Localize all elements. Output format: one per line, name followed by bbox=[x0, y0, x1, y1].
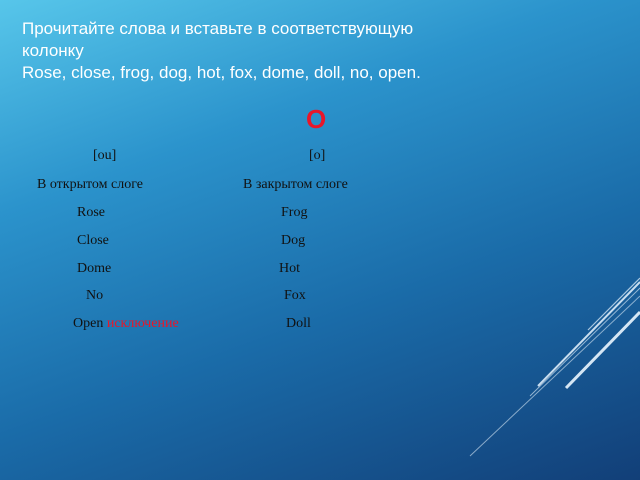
exception-note: исключение bbox=[106, 316, 179, 331]
left-word-4: No bbox=[86, 288, 104, 303]
right-word-3: Hot bbox=[279, 261, 300, 276]
left-column-subheader: В открытом слоге bbox=[37, 177, 143, 192]
right-word-4: Fox bbox=[284, 288, 306, 303]
instruction-text bbox=[22, 18, 522, 84]
instruction-line-2: колонку bbox=[22, 41, 84, 60]
left-word-2: Close bbox=[77, 233, 109, 248]
left-word-5: Open bbox=[73, 316, 104, 331]
instruction-line-1: Прочитайте слова и вставьте в соответствующую bbox=[22, 19, 414, 38]
left-word-1: Rose bbox=[77, 205, 105, 220]
left-column-header: [ou] bbox=[93, 148, 117, 163]
right-word-1: Frog bbox=[281, 205, 308, 220]
instruction-line-3: Rose, close, frog, dog, hot, fox, dome, doll, no, open. bbox=[22, 63, 421, 82]
left-word-5-row bbox=[73, 316, 179, 332]
right-word-2: Dog bbox=[281, 233, 306, 248]
left-word-3: Dome bbox=[77, 261, 112, 276]
right-column-header: [o] bbox=[309, 148, 326, 163]
right-word-5: Doll bbox=[286, 316, 311, 331]
right-column-subheader: В закрытом слоге bbox=[243, 177, 348, 192]
vowel-heading: O bbox=[306, 104, 327, 134]
